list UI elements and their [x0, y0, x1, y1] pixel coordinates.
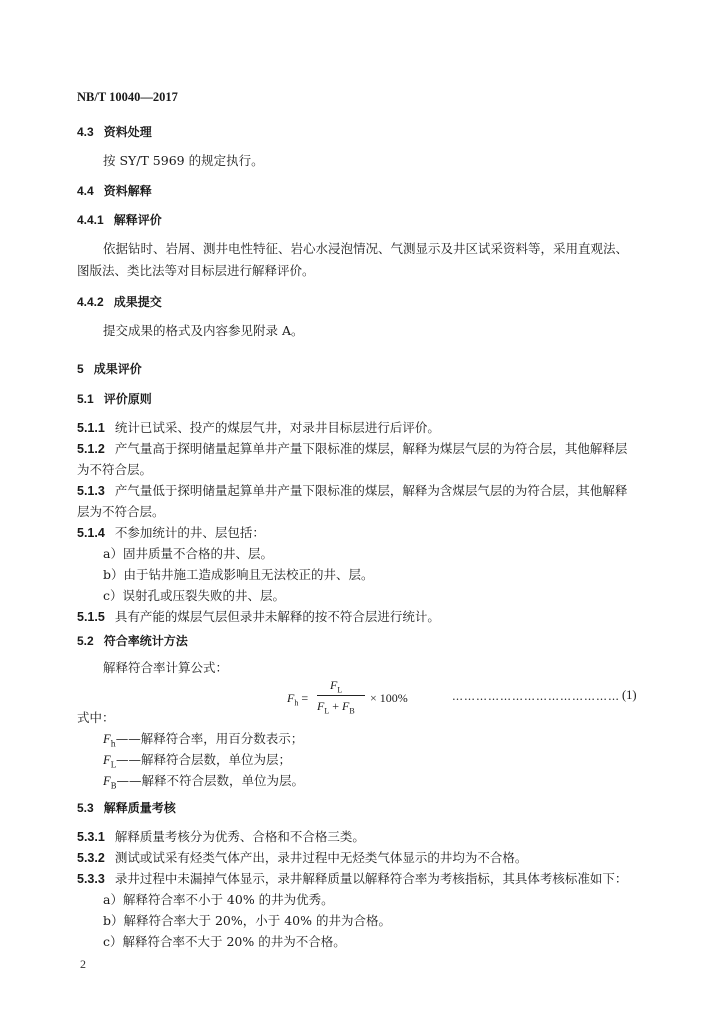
paragraph-line: 层为不符合层。 — [77, 504, 165, 519]
formula-multiplier: × 100% — [370, 691, 408, 705]
paragraph-line: 图版法、类比法等对目标层进行解释评价。 — [77, 263, 315, 278]
page-number: 2 — [80, 957, 86, 971]
formula-numerator: $F_L$ — [330, 678, 343, 695]
section-4-4-2-heading — [77, 293, 162, 311]
section-4-3-body: 按 SY/T 5969 的规定执行。 — [103, 153, 264, 168]
where-label: 式中： — [77, 710, 115, 725]
clause-number: 5.3.2 — [77, 851, 105, 865]
list-item-c: c）解释符合率不大于 20% 的井为不合格。 — [103, 934, 346, 949]
clause-text: 录井过程中未漏掉气体显示，录井解释质量以解释符合率为考核指标，其具体考核标准如下： — [114, 871, 628, 886]
clause-number: 5.1.4 — [77, 526, 105, 540]
equation-number: (1) — [622, 688, 637, 702]
section-number: 5.2 — [77, 634, 94, 648]
list-item-b: b）解释符合率大于 20%，小于 40% 的井为合格。 — [103, 913, 391, 928]
chapter-number: 5 — [77, 362, 84, 376]
section-title: 解释评价 — [113, 213, 162, 227]
formula-lhs: $F_h$ = — [287, 691, 309, 708]
formula-denominator: $F_L + F_B$ — [317, 699, 355, 716]
section-title: 符合率统计方法 — [103, 634, 188, 648]
paragraph-line: 为不符合层。 — [77, 462, 153, 477]
clause-5-3-2 — [77, 849, 527, 868]
section-5-2-heading — [77, 632, 188, 650]
clause-number: 5.1.1 — [77, 421, 105, 435]
clause-number: 5.1.5 — [77, 610, 105, 624]
clause-text: 产气量低于探明储量起算单井产量下限标准的煤层，解释为含煤层气层的为符合层，其他解释 — [114, 483, 628, 498]
list-item-a: a）解释符合率不小于 40% 的井为优秀。 — [103, 892, 334, 907]
variable-definition: $F_L——$解释符合层数，单位为层； — [103, 752, 291, 770]
clause-number: 5.1.3 — [77, 484, 105, 498]
section-number: 4.3 — [77, 125, 94, 139]
section-title: 评价原则 — [103, 392, 152, 406]
chapter-title: 成果评价 — [93, 362, 142, 376]
section-4-4-2-body: 提交成果的格式及内容参见附录 A。 — [103, 323, 304, 338]
standard-code-header: NB/T 10040—2017 — [77, 90, 178, 104]
chapter-5-heading — [77, 360, 142, 378]
rate-formula — [287, 676, 417, 720]
clause-text: 统计已试采、投产的煤层气井，对录井目标层进行后评价。 — [114, 420, 440, 435]
clause-text: 解释质量考核分为优秀、合格和不合格三类。 — [114, 829, 365, 844]
section-number: 4.4.2 — [77, 295, 104, 309]
clause-5-1-4 — [77, 524, 265, 543]
clause-5-3-3 — [77, 870, 627, 889]
clause-5-1-2 — [77, 440, 627, 459]
formula-intro: 解释符合率计算公式： — [103, 660, 229, 675]
section-4-3-heading — [77, 123, 152, 141]
section-number: 5.3 — [77, 801, 94, 815]
clause-text: 具有产能的煤层气层但录井未解释的按不符合层进行统计。 — [114, 609, 440, 624]
section-4-4-heading — [77, 182, 152, 200]
section-number: 4.4.1 — [77, 213, 104, 227]
clause-number: 5.3.1 — [77, 830, 105, 844]
list-item-a: a）固井质量不合格的井、层。 — [103, 546, 273, 561]
clause-text: 产气量高于探明储量起算单井产量下限标准的煤层，解释为煤层气层的为符合层，其他解释层 — [114, 441, 628, 456]
variable-definition: $F_B——$解释不符合层数，单位为层。 — [103, 773, 305, 791]
clause-text: 不参加统计的井、层包括： — [114, 525, 265, 540]
clause-5-1-5 — [77, 608, 440, 627]
section-title: 成果提交 — [113, 295, 162, 309]
section-number: 4.4 — [77, 184, 94, 198]
paragraph-line: 依据钻时、岩屑、测井电性特征、岩心水浸泡情况、气测显示及井区试采资料等，采用直观法、 — [103, 241, 629, 256]
clause-5-3-1 — [77, 828, 365, 847]
fraction-bar — [317, 695, 365, 696]
variable-definition: $F_h——$解释符合率，用百分数表示； — [103, 731, 304, 749]
clause-number: 5.1.2 — [77, 442, 105, 456]
clause-5-1-3 — [77, 482, 627, 501]
section-number: 5.1 — [77, 392, 94, 406]
clause-number: 5.3.3 — [77, 872, 105, 886]
section-5-1-heading — [77, 390, 152, 408]
section-title: 解释质量考核 — [103, 801, 176, 815]
section-4-4-1-heading — [77, 211, 162, 229]
section-5-3-heading — [77, 799, 176, 817]
clause-5-1-1 — [77, 419, 440, 438]
section-title: 资料解释 — [103, 184, 152, 198]
list-item-b: b）由于钻井施工造成影响且无法校正的井、层。 — [103, 567, 374, 582]
clause-text: 测试或试采有烃类气体产出，录井过程中无烃类气体显示的井均为不合格。 — [114, 850, 528, 865]
equation-leader-dots: …………………………………… — [452, 690, 620, 703]
list-item-c: c）误射孔或压裂失败的井、层。 — [103, 588, 286, 603]
section-title: 资料处理 — [103, 125, 152, 139]
